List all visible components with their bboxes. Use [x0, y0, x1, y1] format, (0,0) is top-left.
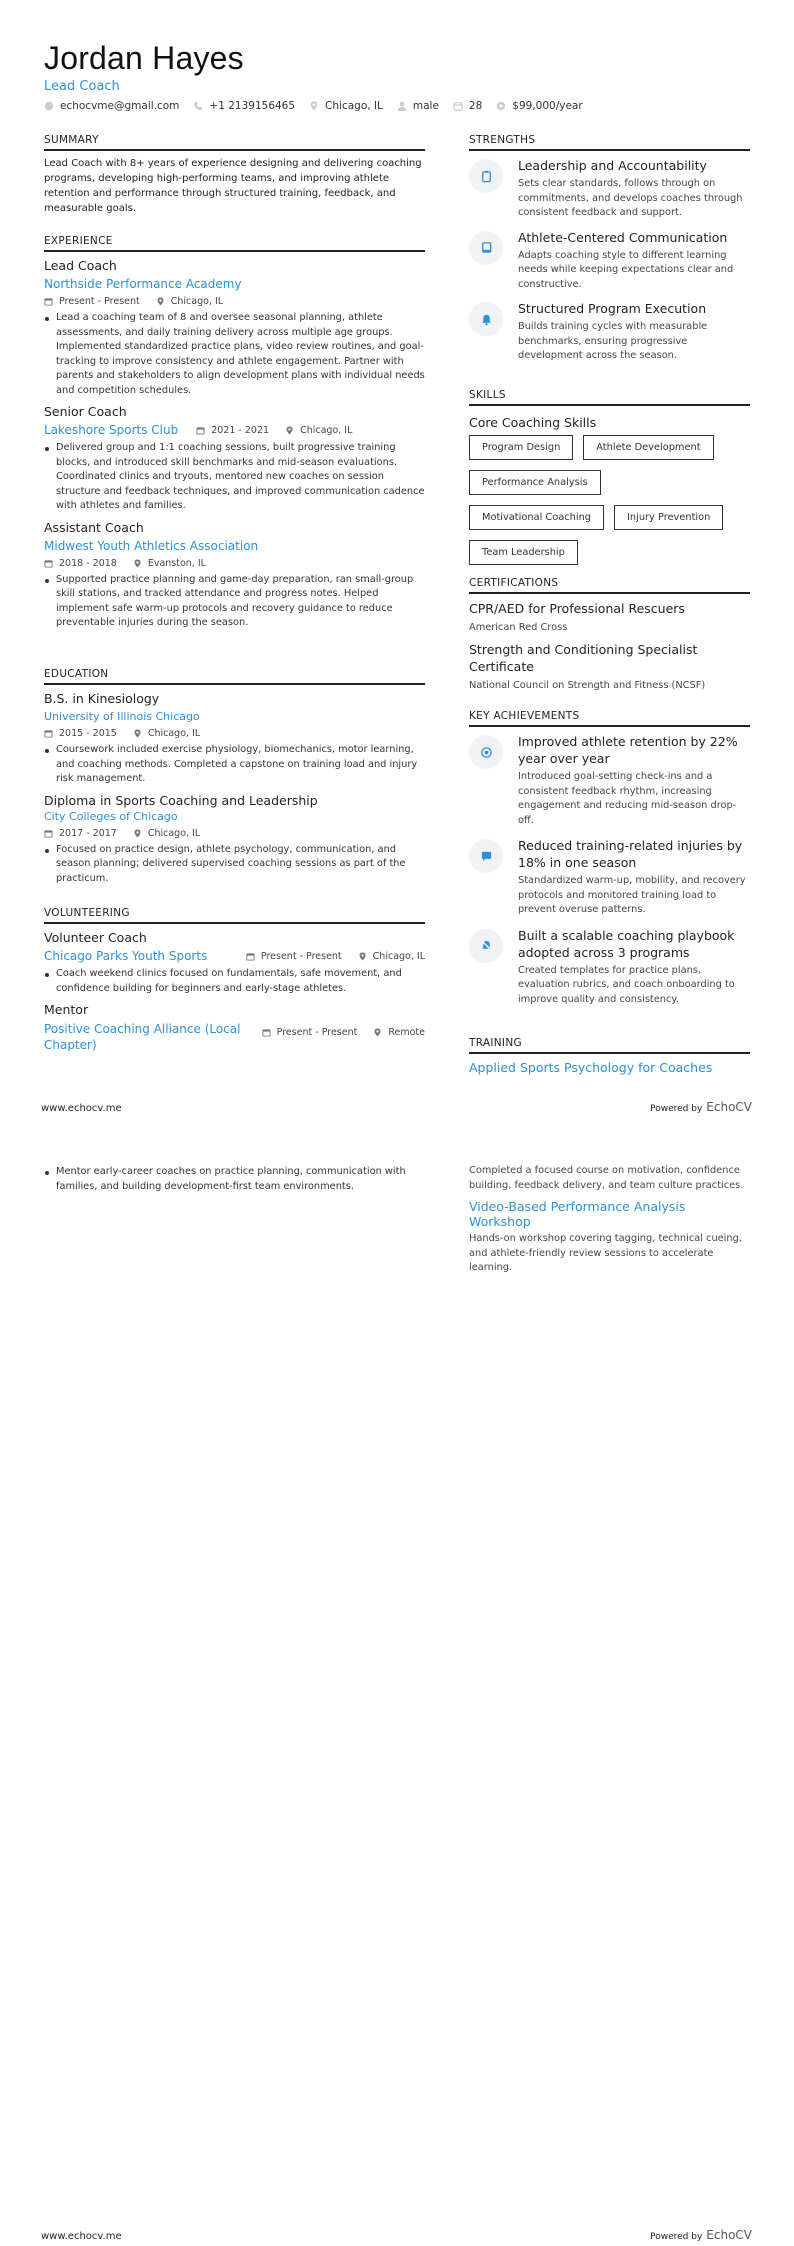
achievement-description: Created templates for practice plans, evaluation rubrics, and coach onboarding to improve quality and consistency. — [518, 964, 735, 1005]
chat-icon — [469, 839, 503, 873]
cert-issuer: American Red Cross — [469, 622, 568, 633]
bell-off-icon — [469, 929, 503, 963]
experience-item — [44, 258, 425, 398]
strengths-section — [469, 134, 750, 364]
cert-title: Strength and Conditioning Specialist Certificate — [469, 642, 698, 674]
skill-group-title: Core Coaching Skills — [469, 415, 597, 430]
calendar-icon — [262, 1028, 271, 1037]
contact-email[interactable] — [44, 100, 179, 112]
section-title: KEY ACHIEVEMENTS — [469, 710, 750, 727]
location-pin-icon — [358, 952, 367, 961]
education-dates: 2015 - 2015 — [59, 728, 117, 739]
email-text: echocvme@gmail.com — [60, 100, 180, 112]
achievement-title: Improved athlete retention by 22% year over year — [518, 734, 738, 766]
volunteer-location: Chicago, IL — [372, 951, 425, 962]
job-dates: 2018 - 2018 — [59, 557, 117, 569]
volunteer-description: Mentor early-career coaches on practice planning, communication with families, and building development-first team environments. — [44, 1165, 425, 1194]
skill-tags — [469, 435, 750, 575]
email-icon — [44, 101, 54, 111]
clipboard-icon — [469, 159, 503, 193]
volunteer-description: Coach weekend clinics focused on fundamentals, safe movement, and confidence building for beginners and early-stage athletes. — [44, 967, 425, 996]
calendar-icon — [44, 559, 53, 568]
education-description: Coursework included exercise physiology, biomechanics, motor learning, and coaching methods. Completed a capstone on training load and injury risk management. — [44, 743, 425, 787]
job-title: Assistant Coach — [44, 519, 144, 535]
job-description: Lead a coaching team of 8 and oversee seasonal planning, athlete assessments, and daily training delivery across multiple age groups. Implemented standardized practice plans, video review routines, and goal-tracking to improve consistency and athlete engagement. Partner with parents and stakeholders to align development plans with individual needs and competition schedules. — [44, 311, 425, 398]
footer-site-link[interactable]: www.echocv.me — [41, 2231, 122, 2242]
contact-bar — [44, 100, 597, 112]
calendar-icon — [44, 297, 53, 306]
section-title: EXPERIENCE — [44, 235, 425, 252]
strength-description: Adapts coaching style to different learning needs while keeping expectations clear and constructive. — [518, 249, 734, 290]
cert-issuer: National Council on Strength and Fitness (NCSF) — [469, 680, 706, 691]
calendar-icon — [44, 829, 53, 838]
training-section — [469, 1037, 750, 1075]
volunteer-meta — [262, 1027, 425, 1038]
location-pin-icon — [373, 1028, 382, 1037]
achievement-description: Introduced goal-setting check-ins and a consistent feedback rhythm, increasing engagement and reducing mid-season drop-off. — [518, 771, 737, 826]
skill-tag: Injury Prevention — [614, 505, 723, 530]
location-pin-icon — [309, 101, 319, 111]
volunteer-location: Remote — [388, 1027, 425, 1038]
achievement-title: Built a scalable coaching playbook adopted across 3 programs — [518, 927, 735, 960]
job-dates: Present - Present — [59, 296, 140, 307]
volunteer-role: Mentor — [44, 1002, 89, 1017]
experience-item — [44, 520, 425, 631]
location-text: Chicago, IL — [325, 100, 383, 112]
employer-link[interactable]: Midwest Youth Athletics Association — [44, 538, 259, 553]
education-description: Focused on practice design, athlete psychology, communication, and season planning; delivered supervised coaching sessions as part of the practicum. — [44, 843, 425, 887]
gender-text: male — [412, 100, 439, 112]
phone-text: +1 2139156465 — [209, 100, 296, 112]
achievement-item — [469, 733, 750, 828]
skill-tag: Program Design — [469, 435, 573, 460]
education-location: Chicago, IL — [147, 827, 201, 839]
contact-age — [453, 100, 482, 112]
strength-title: Structured Program Execution — [518, 301, 707, 316]
skill-tag: Performance Analysis — [469, 470, 601, 495]
achievement-title: Reduced training-related injuries by 18% in one season — [518, 838, 743, 870]
training-title[interactable]: Video-Based Performance Analysis Workshop — [469, 1199, 686, 1229]
degree-title: B.S. in Kinesiology — [44, 691, 160, 706]
skills-section — [469, 389, 750, 575]
job-title: Lead Coach — [44, 258, 117, 273]
location-pin-icon — [133, 559, 142, 568]
education-meta — [44, 728, 425, 739]
volunteer-org-link[interactable]: Chicago Parks Youth Sports — [44, 949, 208, 963]
volunteer-meta — [246, 951, 425, 962]
education-item — [44, 691, 425, 787]
section-title: VOLUNTEERING — [44, 907, 425, 924]
job-dates: 2021 - 2021 — [211, 425, 270, 436]
volunteering-item — [44, 930, 425, 996]
strength-title: Leadership and Accountability — [518, 158, 707, 173]
strength-description: Sets clear standards, follows through on commitments, and develops coaches through consistent feedback and support. — [518, 178, 743, 218]
location-pin-icon — [133, 829, 142, 838]
skill-tag: Team Leadership — [469, 540, 578, 565]
job-location: Evanston, IL — [147, 557, 206, 569]
achievement-description: Standardized warm-up, mobility, and recovery protocols and monitored training load to prevent overuse patterns. — [518, 875, 746, 915]
education-section — [44, 668, 425, 886]
education-meta — [44, 828, 425, 839]
left-column-continued — [44, 1161, 425, 1194]
section-title: EDUCATION — [44, 668, 425, 685]
job-description: Delivered group and 1:1 coaching sessions, built progressive training blocks, and introduced skill benchmarks and mid-season evaluations. Coordinated clinics and tryouts, mentored new coaches on session structure and feedback techniques, and improved communication cadence with athletes and families. — [44, 441, 425, 514]
brand-logo[interactable]: EchoCV — [706, 2228, 752, 2242]
strength-description: Builds training cycles with measurable benchmarks, ensuring progressive development across the season. — [518, 321, 708, 361]
resume-page-2 — [0, 1116, 794, 2246]
skill-tag: Athlete Development — [583, 435, 713, 460]
candidate-role: Lead Coach — [44, 79, 120, 94]
resume-page-1 — [0, 0, 794, 1116]
calendar-icon — [246, 952, 255, 961]
section-title: STRENGTHS — [469, 134, 750, 151]
achievement-item — [469, 837, 750, 918]
brand-logo[interactable]: EchoCV — [706, 1100, 752, 1114]
age-text: 28 — [468, 100, 483, 112]
candidate-name: Jordan Hayes — [44, 40, 244, 76]
job-meta — [44, 558, 425, 569]
powered-by-label: Powered by — [650, 2232, 703, 2242]
person-icon — [397, 101, 407, 111]
cert-title: CPR/AED for Professional Rescuers — [469, 601, 685, 616]
employer-link[interactable]: Lakeshore Sports Club — [44, 423, 179, 437]
phone-icon — [193, 101, 203, 111]
summary-section — [44, 134, 425, 216]
education-item — [44, 793, 425, 887]
job-meta — [44, 296, 425, 307]
degree-title: Diploma in Sports Coaching and Leadership — [44, 792, 318, 808]
achievement-item — [469, 927, 750, 1008]
education-location: Chicago, IL — [147, 728, 201, 739]
job-location: Chicago, IL — [170, 296, 224, 307]
section-title: CERTIFICATIONS — [469, 577, 750, 594]
strength-item — [469, 229, 750, 293]
school-link[interactable]: University of Illinois Chicago — [44, 710, 200, 723]
skill-tag: Motivational Coaching — [469, 505, 604, 530]
contact-location — [309, 100, 383, 112]
calendar-icon — [453, 101, 463, 111]
location-pin-icon — [285, 426, 294, 435]
achievements-section — [469, 710, 750, 1007]
strength-item — [469, 157, 750, 221]
volunteer-role: Volunteer Coach — [44, 930, 147, 945]
experience-item — [44, 404, 425, 514]
experience-section — [44, 235, 425, 631]
volunteering-item — [44, 1002, 425, 1053]
contact-salary — [496, 100, 582, 112]
training-description: Completed a focused course on motivation, confidence building, feedback delivery, and team culture practices. — [469, 1165, 744, 1191]
salary-icon — [496, 101, 506, 111]
strength-item — [469, 300, 750, 364]
certifications-section — [469, 577, 750, 691]
footer-site-link[interactable]: www.echocv.me — [41, 1103, 122, 1114]
section-title: SUMMARY — [44, 134, 425, 151]
volunteering-section — [44, 907, 425, 1053]
page-footer — [41, 2228, 752, 2242]
book-icon — [469, 231, 503, 265]
summary-text: Lead Coach with 8+ years of experience designing and delivering coaching programs, developing high-performing teams, and improving athlete retention and performance through structured training, feedback, and measurable goals. — [44, 158, 422, 214]
education-dates: 2017 - 2017 — [59, 827, 117, 839]
job-location: Chicago, IL — [300, 425, 353, 436]
bell-icon — [469, 302, 503, 336]
salary-text: $99,000/year — [512, 100, 583, 112]
right-column-continued — [469, 1161, 750, 1276]
calendar-icon — [196, 426, 205, 435]
section-title: SKILLS — [469, 389, 750, 406]
target-icon — [469, 735, 503, 769]
job-title: Senior Coach — [44, 404, 127, 419]
section-title: TRAINING — [469, 1037, 750, 1054]
school-link[interactable]: City Colleges of Chicago — [44, 809, 178, 823]
calendar-icon — [44, 729, 53, 738]
location-pin-icon — [156, 297, 165, 306]
training-description: Hands-on workshop covering tagging, technical cueing, and athlete-friendly review sessions to accelerate learning. — [469, 1233, 742, 1273]
contact-phone[interactable] — [193, 100, 295, 112]
job-meta — [196, 425, 352, 436]
volunteer-dates: Present - Present — [260, 951, 342, 962]
page-footer — [41, 1100, 752, 1114]
volunteer-dates: Present - Present — [276, 1027, 358, 1038]
contact-gender — [397, 100, 439, 112]
location-pin-icon — [133, 729, 142, 738]
powered-by-label: Powered by — [650, 1104, 703, 1114]
volunteer-org-link[interactable]: Positive Coaching Alliance (Local Chapter) — [44, 1022, 241, 1052]
job-description: Supported practice planning and game-day preparation, ran small-group skill stations, and tracked attendance and progress notes. Helped implement safe warm-up protocols and recovery guidance to reduce preventable injuries during the season. — [44, 573, 425, 631]
employer-link[interactable]: Northside Performance Academy — [44, 277, 242, 291]
training-title[interactable]: Applied Sports Psychology for Coaches — [469, 1060, 713, 1075]
strength-title: Athlete-Centered Communication — [518, 229, 728, 245]
